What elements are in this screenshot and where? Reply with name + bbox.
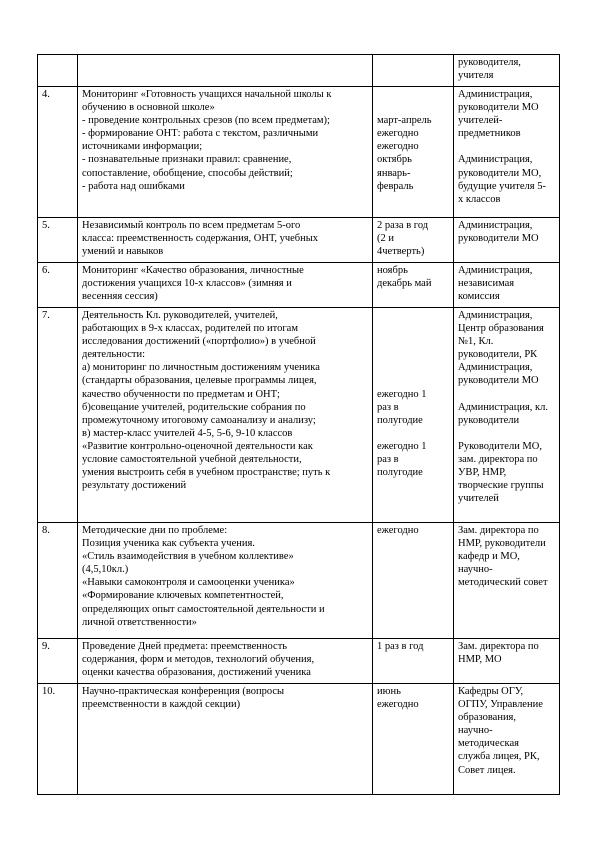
responsible xyxy=(454,218,560,263)
text-line: Администрация, xyxy=(458,310,533,321)
timing xyxy=(373,263,454,308)
plan-table xyxy=(37,54,560,795)
row-number: 5. xyxy=(38,218,78,263)
text-line: №1, Кл. xyxy=(458,336,494,348)
text-line: исследования достижений («портфолио») в учебной xyxy=(82,336,316,348)
text-line: Администрация, xyxy=(458,220,533,231)
blank-line xyxy=(377,427,450,440)
blank-line xyxy=(377,348,450,361)
text-line: будущие учителя 5- xyxy=(458,180,546,192)
text-line: источниками информации; xyxy=(82,141,203,153)
activity-description xyxy=(78,218,373,263)
text-line: независимая xyxy=(458,278,515,290)
text-line: Независимый контроль по всем предметам 5-ого xyxy=(82,220,301,231)
text-line: Администрация, xyxy=(458,362,533,374)
table-row xyxy=(38,218,560,263)
text-line: Зам. директора по xyxy=(458,525,539,536)
text-line: Деятельность Кл. руководителей, учителей, xyxy=(82,310,278,321)
text-line: Научно-практическая конференция (вопросы xyxy=(82,686,285,697)
blank-line xyxy=(377,101,450,114)
text-line: руководителя, xyxy=(458,57,521,68)
text-line: результату достижений xyxy=(82,480,187,492)
blank-line xyxy=(377,322,450,335)
text-line: НМР, МО xyxy=(458,654,502,666)
text-line: «Навыки самоконтроля и самооценки ученика» xyxy=(82,577,295,589)
table-row xyxy=(38,263,560,308)
table-row xyxy=(38,523,560,639)
text-line: март-апрель xyxy=(377,115,432,127)
text-line: Администрация, xyxy=(458,89,533,100)
text-line: Кафедры ОГУ, xyxy=(458,686,524,697)
text-line: руководители МО xyxy=(458,102,539,114)
text-line: умений и навыков xyxy=(82,246,164,258)
blank-line xyxy=(377,88,450,101)
text-line: качество обученности по предметам и ОНТ; xyxy=(82,388,280,400)
row-number: 6. xyxy=(38,263,78,308)
text-line: ежегодно xyxy=(377,141,419,153)
text-line: Мониторинг «Готовность учащихся начальной школы к xyxy=(82,89,332,100)
row-number xyxy=(38,55,78,87)
text-line: оценки качества образования, достижений ученика xyxy=(82,667,311,679)
text-line: творческие группы xyxy=(458,480,544,492)
text-line: кафедр и МО, xyxy=(458,551,520,563)
text-line: Методические дни по проблеме: xyxy=(82,525,228,536)
text-line: - формирование ОНТ: работа с текстом, различными xyxy=(82,128,319,140)
text-line: руководители МО xyxy=(458,233,539,245)
text-line: а) мониторинг по личностным достижениям ученика xyxy=(82,362,320,374)
text-line: октябрь xyxy=(377,154,412,166)
responsible xyxy=(454,55,560,87)
row-number: 10. xyxy=(38,684,78,795)
blank-line xyxy=(377,374,450,387)
text-line: преемственности в каждой секции) xyxy=(82,699,241,711)
activity-description xyxy=(78,87,373,218)
text-line: июнь xyxy=(377,686,401,697)
responsible xyxy=(454,639,560,684)
text-line: - познавательные признаки правил: сравнение, xyxy=(82,154,292,166)
text-line: деятельности: xyxy=(82,349,146,361)
activity-description xyxy=(78,523,373,639)
text-line: ежегодно 1 xyxy=(377,388,427,400)
blank-line xyxy=(458,427,556,440)
responsible xyxy=(454,523,560,639)
text-line: Центр образования xyxy=(458,323,544,335)
text-line: руководители xyxy=(458,414,520,426)
text-line: методическая xyxy=(458,738,519,750)
text-line: весенняя сессия) xyxy=(82,291,158,303)
text-line: «Стиль взаимодействия в учебном коллективе» xyxy=(82,551,294,563)
row-number: 7. xyxy=(38,308,78,523)
text-line: достижения учащихся 10-х классов» (зимняя и xyxy=(82,278,292,290)
text-line: научно- xyxy=(458,725,493,737)
text-line: УВР, НМР, xyxy=(458,467,507,479)
text-line: Мониторинг «Качество образования, личностные xyxy=(82,265,304,276)
activity-description xyxy=(78,684,373,795)
text-line: январь- xyxy=(377,167,411,179)
text-line: раз в xyxy=(377,454,399,466)
timing xyxy=(373,55,454,87)
table-row xyxy=(38,87,560,218)
timing xyxy=(373,308,454,523)
timing xyxy=(373,87,454,218)
text-line: служба лицея, РК, xyxy=(458,751,540,763)
text-line: содержания, форм и методов, технологий обучения, xyxy=(82,654,315,666)
text-line: определяющих опыт самостоятельной деятельности и xyxy=(82,603,325,615)
text-line: Проведение Дней предмета: преемственность xyxy=(82,641,288,652)
table-row xyxy=(38,308,560,523)
text-line: б)совещание учителей, родительские собрания по xyxy=(82,401,306,413)
text-line: промежуточному итоговому самоанализу и анализу; xyxy=(82,414,316,426)
text-line: руководители МО, xyxy=(458,167,542,179)
text-line: работающих в 9-х классах, родителей по итогам xyxy=(82,323,298,335)
blank-line xyxy=(458,388,556,401)
text-line: образования, xyxy=(458,712,517,724)
text-line: ОГПУ, Управление xyxy=(458,699,543,711)
text-line: - проведение контрольных срезов (по всем предметам); xyxy=(82,115,330,127)
text-line: полугодие xyxy=(377,467,423,479)
text-line: руководители МО xyxy=(458,375,539,387)
text-line: ноябрь xyxy=(377,265,408,276)
timing xyxy=(373,639,454,684)
text-line: методический совет xyxy=(458,577,548,589)
text-line: «Формирование ключевых компетентностей, xyxy=(82,590,284,602)
text-line: ежегодно xyxy=(377,128,419,140)
responsible xyxy=(454,308,560,523)
responsible xyxy=(454,684,560,795)
text-line: 2 раза в год xyxy=(377,220,429,231)
text-line: «Развитие контрольно-оценочной деятельности как xyxy=(82,440,313,452)
table-row xyxy=(38,55,560,87)
row-number: 8. xyxy=(38,523,78,639)
text-line: х классов xyxy=(458,193,501,205)
row-number: 4. xyxy=(38,87,78,218)
text-line: раз в xyxy=(377,401,399,413)
text-line: учителя xyxy=(458,70,494,82)
responsible xyxy=(454,263,560,308)
text-line: (2 и xyxy=(377,233,394,245)
activity-description xyxy=(78,639,373,684)
text-line: сопоставление, обобщение, способы действий; xyxy=(82,167,293,179)
blank-line xyxy=(377,361,450,374)
blank-line xyxy=(377,309,450,322)
text-line: февраль xyxy=(377,180,414,192)
text-line: учителей xyxy=(458,493,499,505)
text-line: Позиция ученика как субъекта учения. xyxy=(82,538,255,550)
text-line: 4четверть) xyxy=(377,246,425,258)
text-line: Администрация, xyxy=(458,154,533,166)
text-line: Администрация, кл. xyxy=(458,401,548,413)
text-line: комиссия xyxy=(458,291,500,303)
text-line: НМР, руководители xyxy=(458,538,546,550)
text-line: в) мастер-класс учителей 4-5, 5-6, 9-10 классов xyxy=(82,427,293,439)
text-line: обучению в основной школе» xyxy=(82,102,215,114)
text-line: (стандарты образования, целевые программы лицея, xyxy=(82,375,317,387)
timing xyxy=(373,218,454,263)
activity-description xyxy=(78,308,373,523)
responsible xyxy=(454,87,560,218)
text-line: полугодие xyxy=(377,414,423,426)
text-line: предметников xyxy=(458,128,521,140)
text-line: класса: преемственность содержания, ОНТ, учебных xyxy=(82,233,319,245)
text-line: 1 раз в год xyxy=(377,641,424,652)
text-line: зам. директора по xyxy=(458,454,538,466)
plan-table-body xyxy=(38,55,560,795)
text-line: Администрация, xyxy=(458,265,533,276)
text-line: - работа над ошибками xyxy=(82,180,185,192)
timing xyxy=(373,684,454,795)
text-line: ежегодно xyxy=(377,525,419,536)
text-line: ежегодно xyxy=(377,699,419,711)
text-line: Зам. директора по xyxy=(458,641,539,652)
activity-description xyxy=(78,55,373,87)
text-line: декабрь май xyxy=(377,278,432,290)
text-line: умения выстроить себя в учебном пространстве; путь к xyxy=(82,467,331,479)
blank-line xyxy=(458,140,556,153)
text-line: руководители, РК xyxy=(458,349,538,361)
text-line: (4,5,10кл.) xyxy=(82,564,129,576)
text-line: Совет лицея. xyxy=(458,764,516,776)
blank-line xyxy=(377,335,450,348)
table-row xyxy=(38,639,560,684)
text-line: Руководители МО, xyxy=(458,440,542,452)
text-line: ежегодно 1 xyxy=(377,440,427,452)
text-line: научно- xyxy=(458,564,493,576)
activity-description xyxy=(78,263,373,308)
table-row xyxy=(38,684,560,795)
text-line: личной ответственности» xyxy=(82,616,197,628)
text-line: учителей- xyxy=(458,115,503,127)
text-line: условие самостоятельной учебной деятельности, xyxy=(82,454,302,466)
row-number: 9. xyxy=(38,639,78,684)
timing xyxy=(373,523,454,639)
